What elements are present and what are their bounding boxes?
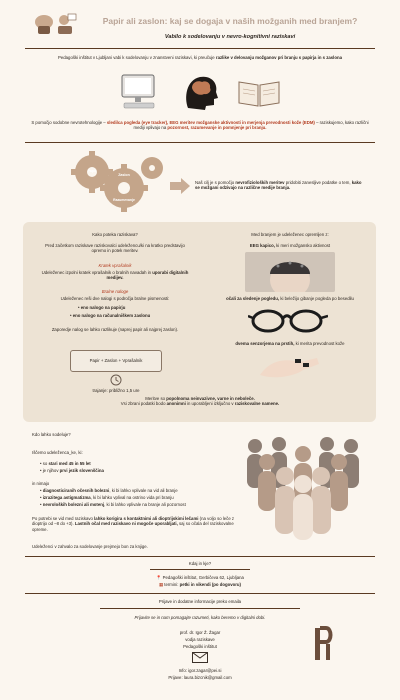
mail-icon bbox=[192, 652, 208, 663]
order-note: Zaporedje nalog se lahko razlikuje (naprej papir ali najprej zaslon). bbox=[51, 327, 179, 332]
time-text: ▦ termini: petki in vikendi (po dogovoru) bbox=[159, 582, 241, 587]
criteria-item: • je njihov prvi jezik slovenščina bbox=[40, 468, 104, 473]
duration-text: trajanje: približno 1,5 ure bbox=[92, 388, 140, 393]
clock-icon bbox=[110, 374, 122, 386]
divider bbox=[25, 142, 375, 143]
goal-text: Naš cilj je s pomočjo nevrofizioloških meritev pridobiti zanesljive podatke o tem, kako se možgani odzivajo na različne medije branja. bbox=[195, 180, 362, 191]
contact-note: Prijavite se in nam pomagajte razumeti, kako beremo v digitalni dobi. bbox=[134, 615, 266, 620]
procedure-title: Kako poteka raziskava? bbox=[92, 232, 138, 237]
reading-tasks-title: Bralne naloge bbox=[101, 289, 129, 294]
finger-sensor-image bbox=[255, 350, 325, 380]
apply-email-link[interactable]: Prijave: laura.bizcnik@gmail.com bbox=[168, 675, 232, 680]
task-item: • eno nalogo na papirju bbox=[78, 305, 126, 310]
reading-tasks-text: Udeleženec reši dve nalogi s področja bralne pismenosti: bbox=[60, 296, 170, 301]
contact-title: Prijave in dodatne informacije preko emaila bbox=[158, 599, 242, 604]
page-title: Papir ali zaslon: kaj se dogaja v naših možganih med branjem? bbox=[102, 16, 358, 26]
who-seek: Iščemo udeleženca_ke, ki: bbox=[32, 450, 83, 455]
session-box bbox=[70, 350, 162, 372]
divider bbox=[100, 608, 300, 609]
exclusion-item: • izrazitega astigmatizma, ki bi lahko vplival na ostrino vida pri branju bbox=[40, 495, 174, 500]
session-box-text: Papir + Zaslon + Vprašalnik bbox=[89, 358, 143, 363]
divider bbox=[25, 556, 375, 557]
who-title: Kdo lahko sodeluje? bbox=[32, 432, 71, 437]
book-icon bbox=[236, 78, 282, 108]
exclusion-item: • nevroloških bolezni ali motenj, ki bi lahko vplivale na branje ali pozornost bbox=[40, 502, 186, 507]
criteria-item: • so stari med 45 in 55 let bbox=[40, 461, 91, 466]
short-questionnaire-text: Udeleženec izpolni kratek vprašalnik o bralnih navadah in uporabi digitalnih medijev. bbox=[41, 270, 189, 281]
people-illustration bbox=[243, 432, 363, 542]
intro-text: Pedagoški inštitut v Ljubljani vabi k sodelovanju v znanstveni raziskavi, ki preučuje razlike v delovanju možganov pri branju s papirja in s zaslona bbox=[58, 55, 342, 60]
task-item: • eno nalogo na računalniškem zaslonu bbox=[70, 313, 151, 318]
person-name: prof. dr. Igor Ž. Žagar bbox=[179, 630, 221, 635]
eeg-text: EEG kapico, ki meri možgansko aktivnost bbox=[249, 243, 331, 248]
person-role: vodja raziskave bbox=[185, 637, 215, 642]
exclusion-item: • diagnosticiranih očesnih bolezni, ki bi lahko vplivale na vid ali branje bbox=[40, 488, 178, 493]
divider bbox=[150, 569, 250, 570]
where-title: Kdaj in kje? bbox=[188, 561, 212, 566]
gear-label-razumevanje: Razumevanje bbox=[113, 198, 135, 202]
divider bbox=[25, 593, 375, 594]
brain-head-icon bbox=[180, 72, 220, 112]
header-illustration bbox=[30, 12, 78, 36]
place-text: 📍 Pedagoški inštitut, Gerbičeva 62, Ljubljana bbox=[156, 575, 244, 580]
procedure-intro: Pred začetkom raziskave raziskovalci udeležencu/ki na kratko predstavijo opremo in potek meritev. bbox=[45, 243, 185, 254]
pin-icon: 📍 bbox=[156, 575, 162, 580]
calendar-icon: ▦ bbox=[159, 582, 164, 587]
arrow-icon bbox=[170, 178, 190, 194]
glasses-text: očali za sledenje pogledu, ki beležijo gibanje pogleda po besedilu bbox=[226, 296, 354, 301]
exclusion-title: in nimajo bbox=[32, 481, 50, 486]
eye-tracker-glasses-image bbox=[248, 306, 328, 336]
eeg-cap-image bbox=[245, 252, 335, 292]
safety-text: Meritve so popolnoma neinvazivne, varne in neboleče. Vsi zbrani podatki bodo anonimni in uporabljeni izključno v raziskovalne namene. bbox=[120, 396, 280, 407]
page-subtitle: Vabilo k sodelovanju v nevro-kognitivni raziskavi bbox=[164, 34, 296, 40]
short-questionnaire-title: Kratek vprašalnik bbox=[98, 263, 132, 268]
person-institution: Pedagoški inštitut bbox=[183, 644, 217, 649]
skin-sensor-text: dvema senzorjema na prstih, ki merita prevodnost kože bbox=[235, 341, 345, 346]
info-email-link[interactable]: Info: igor.zagar@pei.si bbox=[178, 668, 222, 673]
institute-logo bbox=[312, 626, 334, 662]
gears-illustration bbox=[60, 150, 170, 212]
method-text: S pomočjo sodobne nevrotehnologije – sledilca pogleda (eye tracker), EEG meritev možganske aktivnosti in merjenja prevodnosti kože (EDM) – raziskujemo, kako različni mediji vplivajo na pozornost, razumevanje in pomnjenje pri branju. bbox=[31, 120, 369, 131]
lens-text: Po potrebi se vid med raziskavo lahko korigira s kontaktnimi ali dioptrijskimi lečami (na voljo so leče z dioptrijo od –8 do +3). Lastnih očal med raziskavo ni mogoče uporabljati, saj so očala del raziskovalne opreme. bbox=[32, 516, 235, 532]
reward-text: Udeleženci v zahvalo za sodelovanje prejmejo bon za knjige. bbox=[32, 544, 148, 549]
gear-label-papir: Papir bbox=[87, 169, 97, 173]
gear-label-zaslon: Zaslon bbox=[118, 173, 130, 177]
equipment-title: Med branjem je udeleženec opremljen z: bbox=[251, 232, 329, 237]
computer-icon bbox=[118, 73, 160, 111]
divider bbox=[25, 48, 375, 49]
